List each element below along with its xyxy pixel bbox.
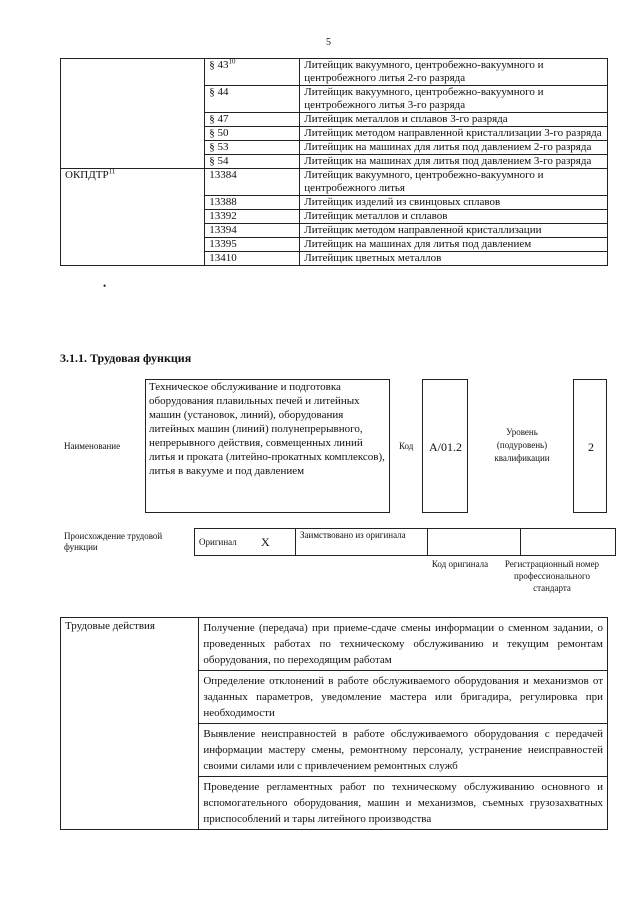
- function-name-box: Техническое обслуживание и подготовка оборудования плавильных печей и литейных машин (установок, линий), оборудования литейных машин (линий) полунепрерывного, непрерывного действия, совмещенных линий литья и проката (литейно-прокатных комплексов), литья в вакууме и под давлением: [145, 379, 390, 513]
- section-cell: [61, 155, 205, 169]
- name-cell: Литейщик методом направленной кристаллизации 3-го разряда: [300, 127, 608, 141]
- code-cell: 13395: [205, 238, 300, 252]
- name-cell: Литейщик металлов и сплавов: [300, 210, 608, 224]
- page-number: 5: [326, 37, 331, 48]
- code-cell: 13388: [205, 196, 300, 210]
- name-cell: Литейщик на машинах для литья под давлением: [300, 238, 608, 252]
- name-cell: Литейщик вакуумного, центробежно-вакуумного и центробежного литья 2-го разряда: [300, 59, 608, 86]
- labor-action-item: Определение отклонений в работе обслуживаемого оборудования и механизмов от заданных параметров, уведомление мастера или бригадира, регулировка при необходимости: [199, 671, 608, 724]
- code-cell: § 53: [205, 141, 300, 155]
- code-cell: § $43^{10}$: [205, 59, 300, 86]
- code-cell: § 47: [205, 113, 300, 127]
- code-original-cell: [428, 529, 521, 556]
- level-value: 2: [588, 440, 594, 454]
- level-label: Уровень (подуровень) квалификации: [494, 427, 550, 463]
- name-cell: Литейщик вакуумного, центробежно-вакуумного и центробежного литья 3-го разряда: [300, 86, 608, 113]
- table-row: [61, 127, 608, 141]
- labor-action-item: Проведение регламентных работ по техническому обслуживанию основного и вспомогательного оборудования, машин и механизмов, съемных грузозахватных приспособлений и тары литейного производства: [199, 777, 608, 830]
- original-mark: X: [257, 529, 296, 556]
- table-row: [61, 141, 608, 155]
- code-label: Код: [399, 441, 414, 451]
- codes-table: [60, 58, 608, 266]
- borrowed-label: Заимствовано из оригинала: [296, 529, 428, 556]
- original-label: Оригинал: [195, 529, 258, 556]
- section-cell: [61, 141, 205, 155]
- code-original-label: Код оригинала: [431, 559, 489, 569]
- code-cell: § 54: [205, 155, 300, 169]
- table-row: [61, 155, 608, 169]
- name-label: Наименование: [64, 441, 121, 451]
- code-cell: § 44: [205, 86, 300, 113]
- section-cell: [61, 59, 205, 86]
- section-cell: [61, 113, 205, 127]
- name-cell: Литейщик цветных металлов: [300, 252, 608, 266]
- code-cell: 13384: [205, 169, 300, 196]
- code-box: [422, 379, 468, 513]
- name-cell: Литейщик изделий из свинцовых сплавов: [300, 196, 608, 210]
- section-cell: [61, 86, 205, 113]
- name-cell: Литейщик на машинах для литья под давлением 3-го разряда: [300, 155, 608, 169]
- name-cell: Литейщик методом направленной кристаллизации: [300, 224, 608, 238]
- code-cell: 13394: [205, 224, 300, 238]
- origin-table: [194, 528, 616, 556]
- name-cell: Литейщик вакуумного, центробежно-вакуумного и центробежного литья: [300, 169, 608, 196]
- table-row: [61, 169, 608, 196]
- origin-label: Происхождение трудовой функции: [64, 531, 163, 552]
- labor-action-item: Получение (передача) при приеме-сдаче смены информации о сменном задании, о проведенных работах по техническому обслуживанию и текущим ремонтам оборудования, по переходящим работам: [199, 618, 608, 671]
- section-cell-okpdtr: ОКПДТР$^{11}$: [61, 169, 205, 266]
- name-cell: Литейщик на машинах для литья под давлением 2-го разряда: [300, 141, 608, 155]
- level-box: [573, 379, 607, 513]
- reg-number-label: Регистрационный номер профессионального стандарта: [504, 559, 600, 593]
- table-row: [61, 59, 608, 86]
- section-title: 3.1.1. Трудовая функция: [60, 351, 192, 365]
- code-cell: 13392: [205, 210, 300, 224]
- bullet-mark: •: [103, 281, 107, 291]
- name-cell: Литейщик металлов и сплавов 3-го разряда: [300, 113, 608, 127]
- table-row: [61, 113, 608, 127]
- table-row: [61, 86, 608, 113]
- code-value: A/01.2: [429, 440, 462, 454]
- code-cell: § 50: [205, 127, 300, 141]
- labor-action-item: Выявление неисправностей в работе обслуживаемого оборудования с передачей информации мастеру смены, ремонтному персоналу, устранение неисправностей своими силами или с привлечением ремонтных служб: [199, 724, 608, 777]
- code-cell: 13410: [205, 252, 300, 266]
- reg-number-cell: [521, 529, 616, 556]
- labor-actions-table: [60, 617, 608, 830]
- section-cell: [61, 127, 205, 141]
- labor-actions-label: Трудовые действия: [61, 618, 199, 830]
- table-row: [61, 618, 608, 671]
